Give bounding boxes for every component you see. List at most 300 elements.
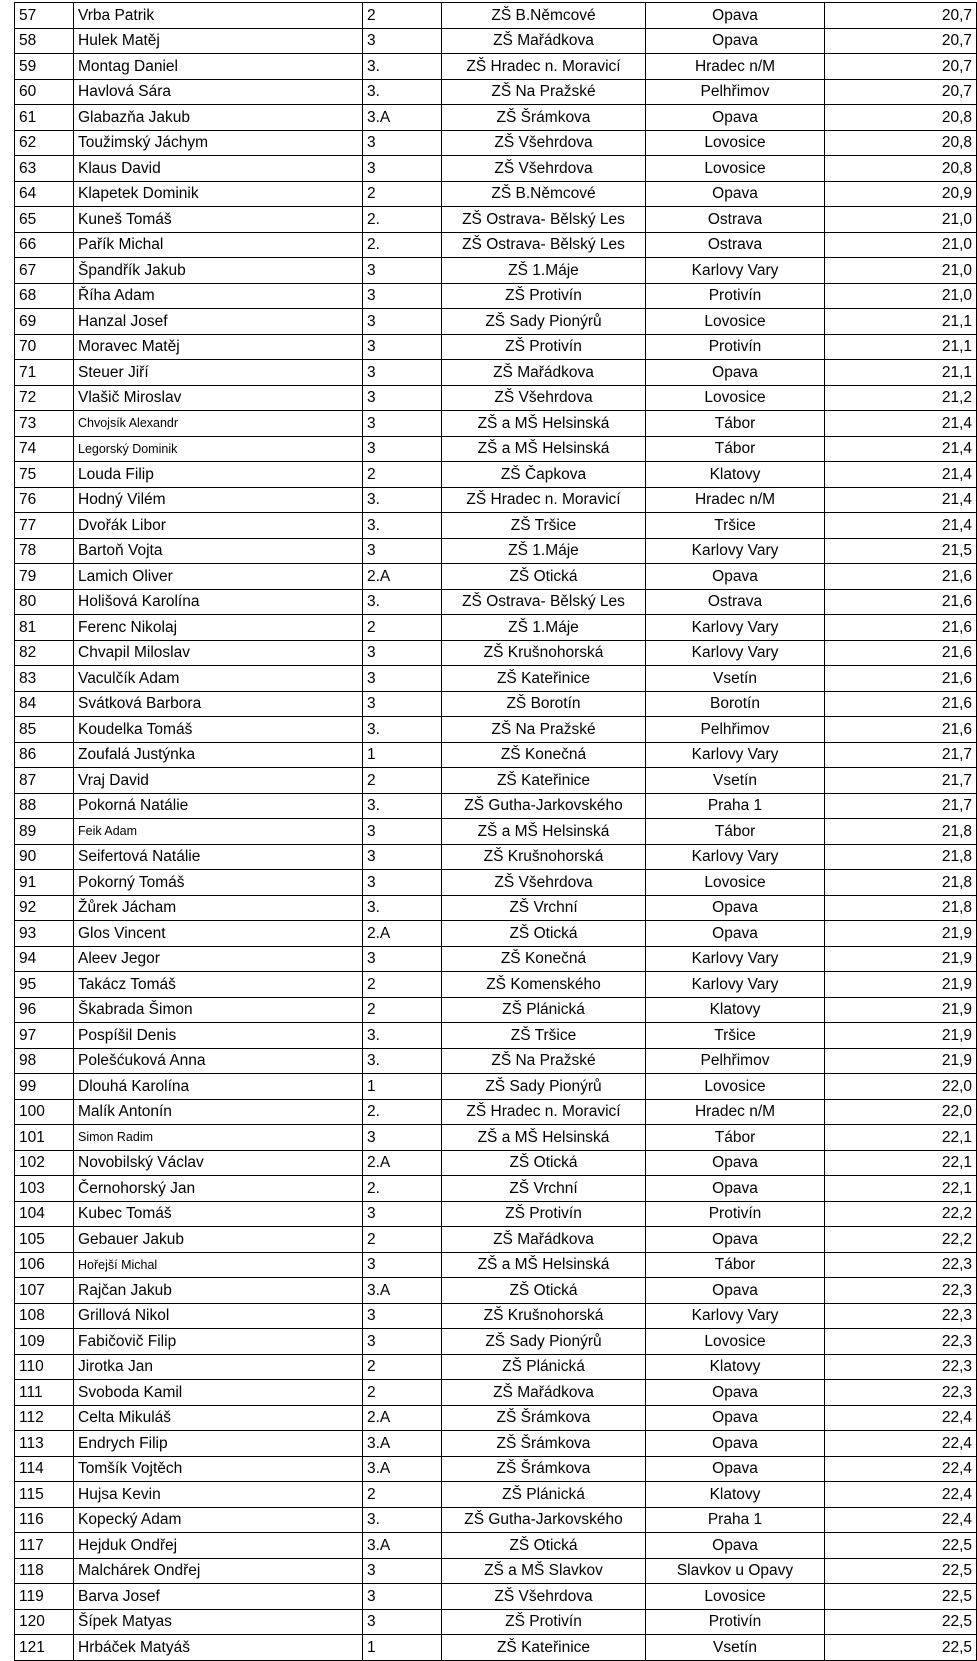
time-cell: 22,5 [825,1609,977,1635]
table-row [15,1558,977,1584]
city-cell: Klatovy [646,462,825,488]
time-cell: 22,3 [825,1303,977,1329]
name-cell: Takácz Tomáš [74,972,363,998]
name-cell: Fabičovič Filip [74,1329,363,1355]
rank-cell: 102 [15,1150,74,1176]
school-cell: ZŠ Tršice [442,1023,646,1049]
name-cell: Louda Filip [74,462,363,488]
name-cell: Malík Antonín [74,1099,363,1125]
name-cell: Zoufalá Justýnka [74,742,363,768]
time-cell: 21,0 [825,258,977,284]
table-row [15,768,977,794]
rank-cell: 98 [15,1048,74,1074]
rank-cell: 79 [15,564,74,590]
rank-cell: 104 [15,1201,74,1227]
rank-cell: 72 [15,385,74,411]
city-cell: Opava [646,564,825,590]
time-cell: 21,6 [825,691,977,717]
school-cell: ZŠ Vrchní [442,1176,646,1202]
grade-cell: 3. [363,513,442,539]
rank-cell: 57 [15,3,74,29]
rank-cell: 77 [15,513,74,539]
city-cell: Lovosice [646,385,825,411]
rank-cell: 113 [15,1431,74,1457]
name-cell: Simon Radim [74,1125,363,1151]
grade-cell: 3 [363,1609,442,1635]
table-row [15,997,977,1023]
school-cell: ZŠ Otická [442,921,646,947]
time-cell: 22,5 [825,1635,977,1661]
school-cell: ZŠ Všehrdova [442,870,646,896]
city-cell: Opava [646,181,825,207]
table-row [15,283,977,309]
rank-cell: 115 [15,1482,74,1508]
table-row [15,921,977,947]
table-row [15,1099,977,1125]
table-row [15,1048,977,1074]
table-row [15,156,977,182]
grade-cell: 1 [363,742,442,768]
table-row [15,1431,977,1457]
school-cell: ZŠ a MŠ Helsinská [442,1252,646,1278]
school-cell: ZŠ Konečná [442,742,646,768]
grade-cell: 2 [363,181,442,207]
time-cell: 21,1 [825,309,977,335]
city-cell: Protivín [646,1609,825,1635]
time-cell: 22,5 [825,1558,977,1584]
school-cell: ZŠ Gutha-Jarkovského [442,793,646,819]
school-cell: ZŠ a MŠ Helsinská [442,819,646,845]
table-row [15,28,977,54]
grade-cell: 3 [363,1201,442,1227]
grade-cell: 3 [363,258,442,284]
name-cell: Kuneš Tomáš [74,207,363,233]
grade-cell: 3 [363,691,442,717]
name-cell: Celta Mikuláš [74,1405,363,1431]
time-cell: 20,7 [825,54,977,80]
school-cell: ZŠ Na Pražské [442,1048,646,1074]
name-cell: Kopecký Adam [74,1507,363,1533]
grade-cell: 3. [363,54,442,80]
rank-cell: 106 [15,1252,74,1278]
name-cell: Tomšík Vojtěch [74,1456,363,1482]
name-cell: Grillová Nikol [74,1303,363,1329]
name-cell: Moravec Matěj [74,334,363,360]
table-row [15,232,977,258]
name-cell: Špandřík Jakub [74,258,363,284]
school-cell: ZŠ Plánická [442,1482,646,1508]
name-cell: Hanzal Josef [74,309,363,335]
rank-cell: 99 [15,1074,74,1100]
rank-cell: 83 [15,666,74,692]
city-cell: Opava [646,1431,825,1457]
table-row [15,742,977,768]
grade-cell: 3. [363,589,442,615]
city-cell: Opava [646,105,825,131]
rank-cell: 81 [15,615,74,641]
name-cell: Bartoň Vojta [74,538,363,564]
grade-cell: 3 [363,1125,442,1151]
grade-cell: 3 [363,946,442,972]
rank-cell: 117 [15,1533,74,1559]
time-cell: 22,2 [825,1201,977,1227]
rank-cell: 60 [15,79,74,105]
table-row [15,538,977,564]
rank-cell: 91 [15,870,74,896]
city-cell: Opava [646,1227,825,1253]
time-cell: 22,1 [825,1150,977,1176]
name-cell: Seifertová Natálie [74,844,363,870]
time-cell: 21,8 [825,844,977,870]
city-cell: Opava [646,1405,825,1431]
name-cell: Svátková Barbora [74,691,363,717]
rank-cell: 74 [15,436,74,462]
grade-cell: 3 [363,436,442,462]
grade-cell: 1 [363,1074,442,1100]
time-cell: 21,1 [825,334,977,360]
table-row [15,258,977,284]
school-cell: ZŠ Protivín [442,1609,646,1635]
name-cell: Šípek Matyas [74,1609,363,1635]
school-cell: ZŠ a MŠ Helsinská [442,411,646,437]
rank-cell: 68 [15,283,74,309]
school-cell: ZŠ a MŠ Helsinská [442,1125,646,1151]
table-row [15,946,977,972]
school-cell: ZŠ Všehrdova [442,385,646,411]
name-cell: Hulek Matěj [74,28,363,54]
table-row [15,411,977,437]
city-cell: Karlovy Vary [646,640,825,666]
city-cell: Tršice [646,513,825,539]
table-row [15,334,977,360]
name-cell: Hodný Vilém [74,487,363,513]
table-row [15,462,977,488]
name-cell: Pařík Michal [74,232,363,258]
name-cell: Pospíšil Denis [74,1023,363,1049]
grade-cell: 3 [363,360,442,386]
name-cell: Klaus David [74,156,363,182]
time-cell: 20,8 [825,156,977,182]
time-cell: 22,0 [825,1099,977,1125]
name-cell: Žůrek Jácham [74,895,363,921]
rank-cell: 59 [15,54,74,80]
city-cell: Borotín [646,691,825,717]
name-cell: Glabazňa Jakub [74,105,363,131]
name-cell: Barva Josef [74,1584,363,1610]
rank-cell: 109 [15,1329,74,1355]
grade-cell: 2 [363,1227,442,1253]
grade-cell: 3.A [363,1456,442,1482]
table-row [15,1380,977,1406]
time-cell: 21,0 [825,232,977,258]
grade-cell: 3 [363,1303,442,1329]
table-row [15,1507,977,1533]
city-cell: Lovosice [646,1329,825,1355]
table-row [15,1201,977,1227]
grade-cell: 2 [363,997,442,1023]
city-cell: Karlovy Vary [646,615,825,641]
city-cell: Karlovy Vary [646,972,825,998]
time-cell: 21,6 [825,666,977,692]
grade-cell: 2 [363,3,442,29]
grade-cell: 3 [363,819,442,845]
city-cell: Tábor [646,411,825,437]
grade-cell: 3 [363,28,442,54]
school-cell: ZŠ B.Němcové [442,181,646,207]
city-cell: Lovosice [646,1074,825,1100]
table-row [15,105,977,131]
school-cell: ZŠ Hradec n. Moravicí [442,54,646,80]
city-cell: Tábor [646,1252,825,1278]
grade-cell: 2 [363,1354,442,1380]
grade-cell: 3. [363,717,442,743]
school-cell: ZŠ Gutha-Jarkovského [442,1507,646,1533]
rank-cell: 65 [15,207,74,233]
grade-cell: 2.A [363,921,442,947]
school-cell: ZŠ a MŠ Slavkov [442,1558,646,1584]
time-cell: 21,7 [825,793,977,819]
city-cell: Klatovy [646,1354,825,1380]
grade-cell: 3 [363,1329,442,1355]
city-cell: Opava [646,3,825,29]
rank-cell: 64 [15,181,74,207]
rank-cell: 97 [15,1023,74,1049]
city-cell: Opava [646,1176,825,1202]
name-cell: Škabrada Šimon [74,997,363,1023]
rank-cell: 62 [15,130,74,156]
name-cell: Hejduk Ondřej [74,1533,363,1559]
name-cell: Lamich Oliver [74,564,363,590]
time-cell: 22,5 [825,1584,977,1610]
rank-cell: 103 [15,1176,74,1202]
rank-cell: 86 [15,742,74,768]
grade-cell: 3 [363,130,442,156]
table-row [15,1227,977,1253]
rank-cell: 121 [15,1635,74,1661]
grade-cell: 2. [363,1176,442,1202]
table-row [15,1533,977,1559]
time-cell: 22,3 [825,1278,977,1304]
table-row [15,1252,977,1278]
grade-cell: 3 [363,1584,442,1610]
rank-cell: 66 [15,232,74,258]
rank-cell: 116 [15,1507,74,1533]
table-row [15,1456,977,1482]
time-cell: 20,7 [825,79,977,105]
time-cell: 21,7 [825,768,977,794]
name-cell: Havlová Sára [74,79,363,105]
time-cell: 20,8 [825,105,977,131]
school-cell: ZŠ Kateřinice [442,1635,646,1661]
grade-cell: 3.A [363,105,442,131]
table-row [15,1635,977,1661]
school-cell: ZŠ Ostrava- Bělský Les [442,207,646,233]
city-cell: Hradec n/M [646,487,825,513]
rank-cell: 101 [15,1125,74,1151]
table-row [15,1354,977,1380]
name-cell: Dvořák Libor [74,513,363,539]
rank-cell: 118 [15,1558,74,1584]
city-cell: Opava [646,360,825,386]
name-cell: Gebauer Jakub [74,1227,363,1253]
city-cell: Karlovy Vary [646,742,825,768]
city-cell: Opava [646,28,825,54]
grade-cell: 2. [363,232,442,258]
school-cell: ZŠ Mařádkova [442,1227,646,1253]
school-cell: ZŠ Protivín [442,283,646,309]
city-cell: Ostrava [646,589,825,615]
rank-cell: 107 [15,1278,74,1304]
grade-cell: 2 [363,462,442,488]
city-cell: Ostrava [646,207,825,233]
rank-cell: 58 [15,28,74,54]
time-cell: 20,8 [825,130,977,156]
table-row [15,1405,977,1431]
name-cell: Říha Adam [74,283,363,309]
school-cell: ZŠ Šrámkova [442,1456,646,1482]
grade-cell: 3. [363,487,442,513]
city-cell: Tábor [646,436,825,462]
school-cell: ZŠ Ostrava- Bělský Les [442,232,646,258]
grade-cell: 3 [363,309,442,335]
table-row [15,385,977,411]
rank-cell: 61 [15,105,74,131]
rank-cell: 100 [15,1099,74,1125]
school-cell: ZŠ Sady Pionýrů [442,309,646,335]
name-cell: Svoboda Kamil [74,1380,363,1406]
city-cell: Tršice [646,1023,825,1049]
rank-cell: 120 [15,1609,74,1635]
school-cell: ZŠ Všehrdova [442,1584,646,1610]
time-cell: 21,7 [825,742,977,768]
name-cell: Feik Adam [74,819,363,845]
city-cell: Slavkov u Opavy [646,1558,825,1584]
city-cell: Karlovy Vary [646,844,825,870]
school-cell: ZŠ Hradec n. Moravicí [442,487,646,513]
name-cell: Holišová Karolína [74,589,363,615]
city-cell: Vsetín [646,1635,825,1661]
table-row [15,793,977,819]
name-cell: Vrba Patrik [74,3,363,29]
table-row [15,717,977,743]
time-cell: 21,8 [825,819,977,845]
time-cell: 21,6 [825,589,977,615]
city-cell: Opava [646,1150,825,1176]
grade-cell: 3 [363,411,442,437]
table-row [15,360,977,386]
school-cell: ZŠ 1.Máje [442,615,646,641]
name-cell: Jirotka Jan [74,1354,363,1380]
table-row [15,615,977,641]
rank-cell: 76 [15,487,74,513]
grade-cell: 2 [363,972,442,998]
time-cell: 22,3 [825,1252,977,1278]
name-cell: Malchárek Ondřej [74,1558,363,1584]
school-cell: ZŠ Protivín [442,1201,646,1227]
school-cell: ZŠ Plánická [442,1354,646,1380]
grade-cell: 2. [363,1099,442,1125]
name-cell: Endrych Filip [74,1431,363,1457]
school-cell: ZŠ Všehrdova [442,156,646,182]
city-cell: Vsetín [646,666,825,692]
rank-cell: 119 [15,1584,74,1610]
rank-cell: 93 [15,921,74,947]
time-cell: 21,8 [825,895,977,921]
time-cell: 21,9 [825,1048,977,1074]
table-row [15,972,977,998]
table-row [15,564,977,590]
table-row [15,819,977,845]
time-cell: 20,9 [825,181,977,207]
city-cell: Opava [646,1380,825,1406]
name-cell: Chvapil Miloslav [74,640,363,666]
grade-cell: 2. [363,207,442,233]
name-cell: Hrbáček Matyáš [74,1635,363,1661]
table-row [15,640,977,666]
time-cell: 22,1 [825,1176,977,1202]
rank-cell: 80 [15,589,74,615]
rank-cell: 92 [15,895,74,921]
city-cell: Lovosice [646,156,825,182]
time-cell: 22,0 [825,1074,977,1100]
city-cell: Karlovy Vary [646,258,825,284]
city-cell: Karlovy Vary [646,538,825,564]
school-cell: ZŠ Krušnohorská [442,844,646,870]
rank-cell: 63 [15,156,74,182]
city-cell: Karlovy Vary [646,1303,825,1329]
time-cell: 21,4 [825,513,977,539]
city-cell: Praha 1 [646,793,825,819]
time-cell: 21,9 [825,921,977,947]
name-cell: Černohorský Jan [74,1176,363,1202]
time-cell: 21,5 [825,538,977,564]
grade-cell: 3 [363,640,442,666]
time-cell: 21,0 [825,207,977,233]
name-cell: Aleev Jegor [74,946,363,972]
school-cell: ZŠ Konečná [442,946,646,972]
table-row [15,1150,977,1176]
school-cell: ZŠ Mařádkova [442,28,646,54]
school-cell: ZŠ Čapkova [442,462,646,488]
grade-cell: 2.A [363,1405,442,1431]
grade-cell: 3 [363,156,442,182]
school-cell: ZŠ Sady Pionýrů [442,1329,646,1355]
city-cell: Lovosice [646,870,825,896]
results-table [14,2,977,1661]
time-cell: 22,4 [825,1482,977,1508]
name-cell: Legorský Dominik [74,436,363,462]
school-cell: ZŠ Otická [442,564,646,590]
school-cell: ZŠ Ostrava- Bělský Les [442,589,646,615]
table-row [15,691,977,717]
table-row [15,1023,977,1049]
rank-cell: 84 [15,691,74,717]
grade-cell: 3 [363,1558,442,1584]
time-cell: 21,9 [825,946,977,972]
time-cell: 21,2 [825,385,977,411]
grade-cell: 3 [363,334,442,360]
time-cell: 20,7 [825,3,977,29]
city-cell: Opava [646,921,825,947]
time-cell: 21,6 [825,717,977,743]
table-row [15,1482,977,1508]
rank-cell: 94 [15,946,74,972]
city-cell: Vsetín [646,768,825,794]
rank-cell: 70 [15,334,74,360]
rank-cell: 108 [15,1303,74,1329]
table-row [15,3,977,29]
grade-cell: 3 [363,870,442,896]
